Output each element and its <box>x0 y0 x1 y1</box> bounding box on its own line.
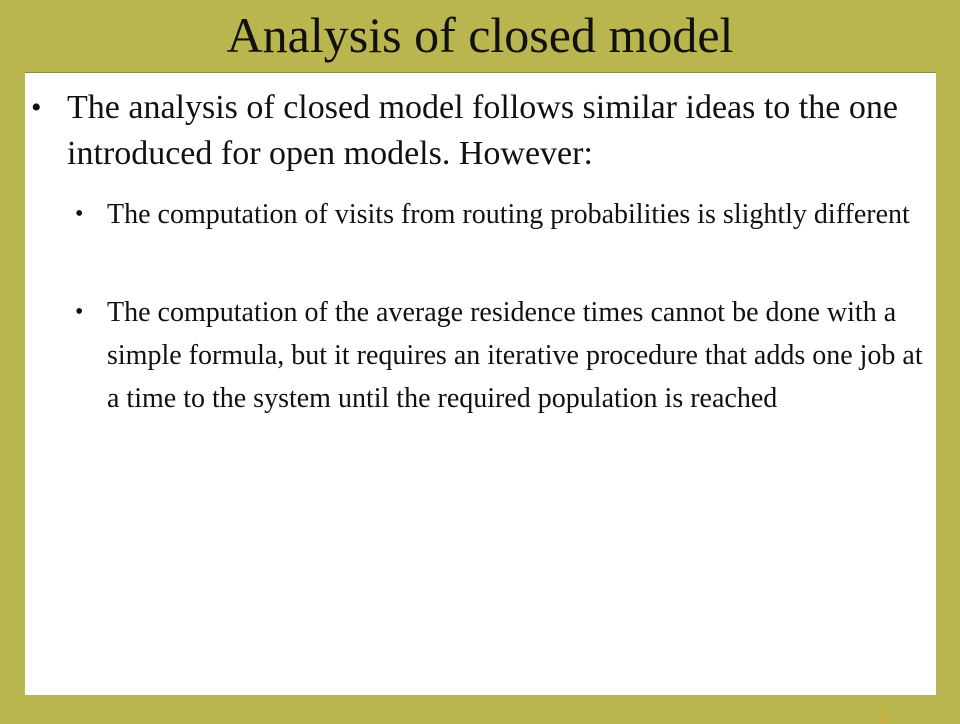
bullet-item <box>31 85 921 177</box>
bullet-text: The analysis of closed model follows similar ideas to the one introduced for open models. However: <box>67 89 898 172</box>
sub-bullet-text: The computation of the average residence times cannot be done with a simple formula, but it requires an iterative procedure that adds one job at a time to the system until the required population is reached <box>107 297 923 414</box>
sub-bullet-marker: • <box>75 201 84 227</box>
slide-page-number: 2 <box>880 708 888 724</box>
slide-title: Analysis of closed model <box>226 7 734 63</box>
sub-bullet-marker: • <box>75 299 84 325</box>
bullet-marker: • <box>31 91 42 124</box>
content-panel <box>25 72 936 695</box>
sub-bullet-text: The computation of visits from routing probabilities is slightly different <box>107 199 910 230</box>
sub-bullet-item <box>75 291 925 420</box>
sub-bullet-item <box>75 193 925 236</box>
